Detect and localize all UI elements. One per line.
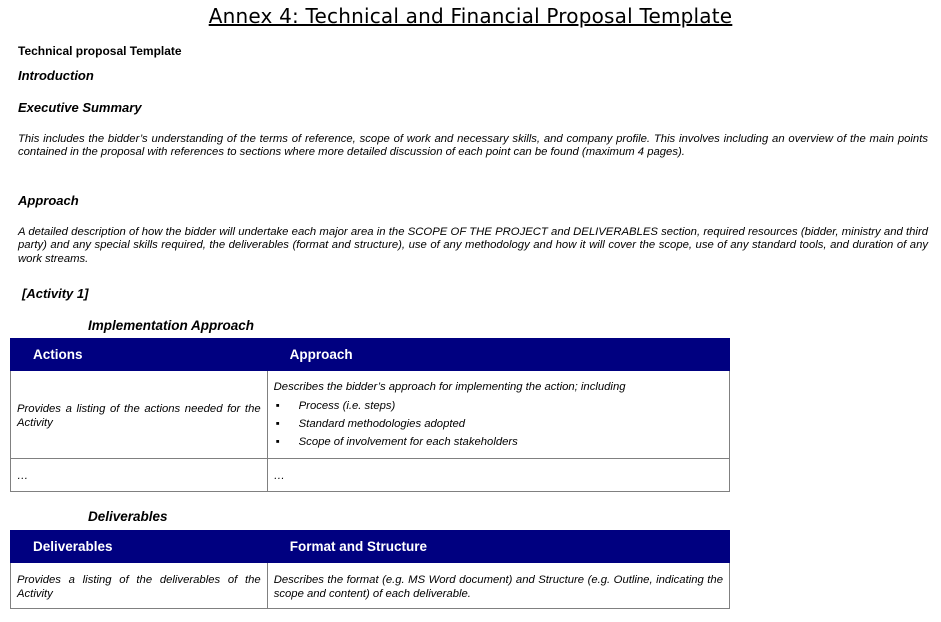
approach-heading: Approach [18,193,79,208]
bullet-text: Standard methodologies adopted [298,418,466,430]
activity-label: [Activity 1] [22,286,89,301]
actions-ellipsis-cell: … [11,459,268,492]
bullet-icon: ▪ [275,436,280,448]
bullet-text: Process (i.e. steps) [298,400,396,412]
approach-bullet-list [274,397,723,451]
format-header-label: Format and Structure [289,539,427,554]
approach-column-header [267,339,729,371]
table-header-row [11,531,730,563]
implementation-table [10,338,730,492]
deliverables-cell: Provides a listing of the deliverables of the Activity [11,563,268,609]
deliverables-caption: Deliverables [88,509,168,524]
table-row [11,371,730,459]
bullet-icon: ▪ [275,418,280,430]
approach-text: A detailed description of how the bidder will undertake each major area in the SCOPE OF THE PROJECT and DELIVERABLES section, required resources (bidder, ministry and third party) and any special skills required, the deliverables (format and structure), use of any methodology and how it will cover the scope, use of any standard tools, and duration of any work streams. [18,226,928,265]
actions-cell: Provides a listing of the actions needed for the Activity [11,371,268,459]
list-item [274,415,723,433]
deliverables-table [10,530,730,609]
approach-header-label: Approach [289,347,353,362]
executive-summary-heading: Executive Summary [18,100,142,115]
deliverables-header-label: Deliverables [33,539,113,554]
list-item [274,397,723,415]
bullet-icon: ▪ [275,400,280,412]
page-title: Annex 4: Technical and Financial Proposal Template [208,4,733,28]
bullet-text: Scope of involvement for each stakeholders [298,436,518,448]
executive-summary-text: This includes the bidder’s understanding of the terms of reference, scope of work and necessary skills, and company profile. This involves including an overview of the main points contained in the proposal with references to sections where more detailed discussion of each point can be found (maximum 4 pages). [18,133,928,159]
deliverables-column-header [11,531,268,563]
format-column-header [267,531,729,563]
actions-header-label: Actions [33,347,83,362]
introduction-heading: Introduction [18,68,94,83]
list-item [274,433,723,451]
approach-ellipsis-cell: … [267,459,729,492]
format-cell: Describes the format (e.g. MS Word document) and Structure (e.g. Outline, indicating the scope and content) of each deliverable. [267,563,729,609]
approach-cell [267,371,729,459]
table-row [11,459,730,492]
table-row [11,563,730,609]
table-header-row [11,339,730,371]
technical-proposal-heading: Technical proposal Template [18,44,182,58]
approach-intro-text: Describes the bidder’s approach for implementing the action; including [273,381,626,393]
actions-column-header [11,339,268,371]
implementation-approach-caption: Implementation Approach [88,318,255,333]
